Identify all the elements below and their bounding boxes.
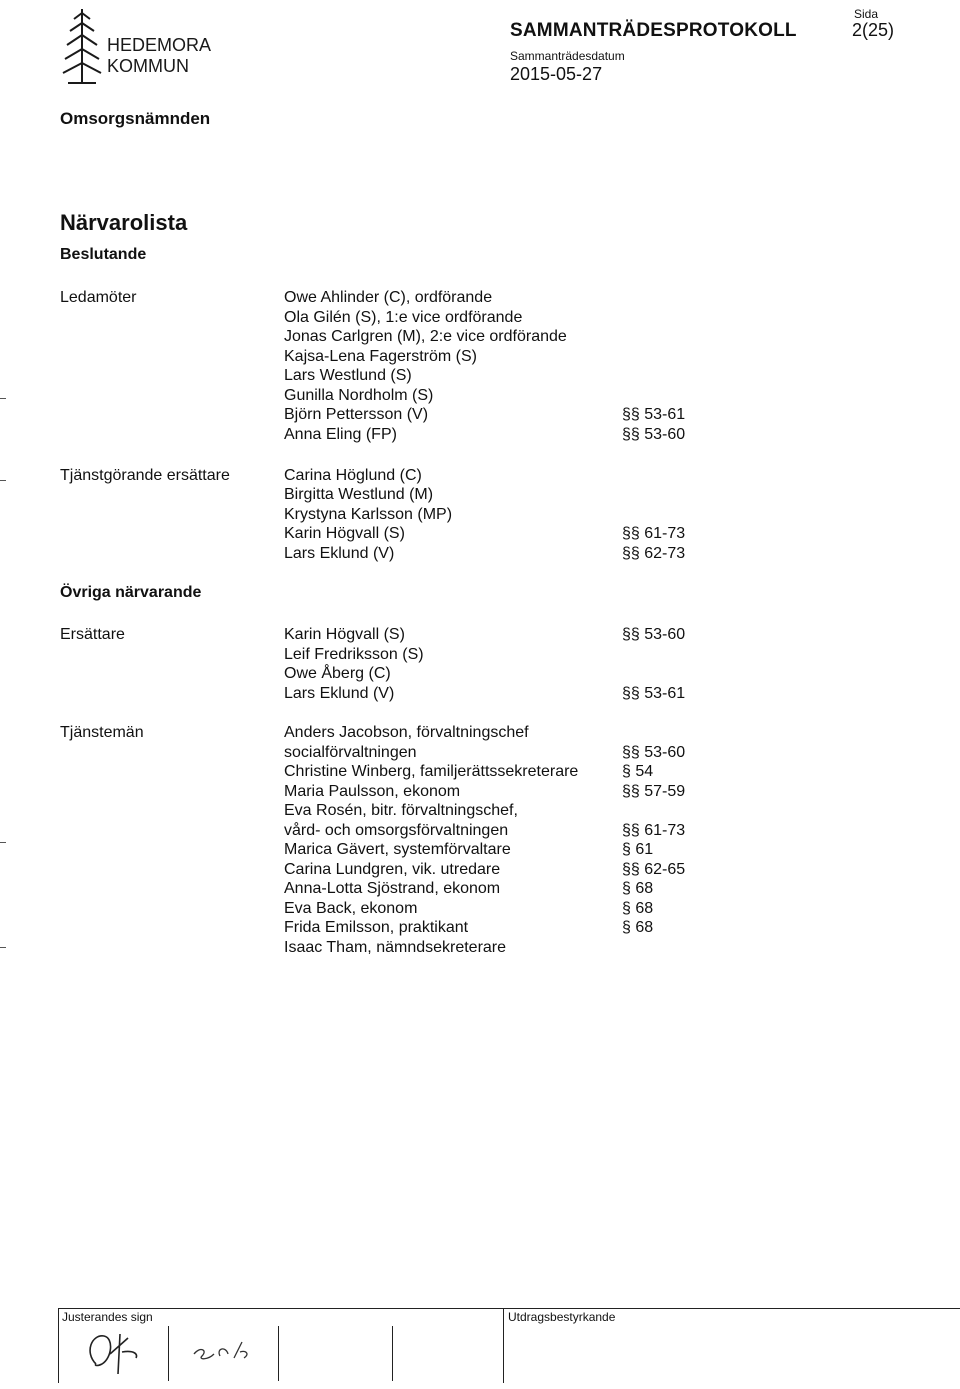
attendee-name: Björn Pettersson (V) — [284, 406, 429, 423]
paragraph-ref: § 61 — [622, 841, 654, 858]
attendee-name: Krystyna Karlsson (MP) — [284, 506, 453, 523]
attendee-name: Marica Gävert, systemförvaltare — [284, 841, 511, 858]
logo-wordmark — [107, 35, 211, 77]
paragraph-ref: §§ 62-73 — [622, 545, 686, 562]
attendee-name: Maria Paulsson, ekonom — [284, 783, 461, 800]
attendee-name: Isaac Tham, nämndsekreterare — [284, 939, 507, 956]
handwritten-initials — [190, 1332, 260, 1377]
attendance-heading: Närvarolista — [60, 210, 188, 235]
tree-logo-icon — [60, 5, 104, 87]
handwritten-signature — [78, 1324, 168, 1389]
paragraph-ref: §§ 53-60 — [622, 744, 686, 761]
attendee-name: Frida Emilsson, praktikant — [284, 919, 469, 936]
category-label: Tjänstemän — [60, 724, 144, 741]
attendee-name: Lars Eklund (V) — [284, 685, 395, 702]
category-label: Ledamöter — [60, 289, 137, 306]
paragraph-ref: §§ 61-73 — [622, 525, 686, 542]
committee-name: Omsorgsnämnden — [60, 109, 211, 128]
category-label: Tjänstgörande ersättare — [60, 467, 230, 484]
category-label: Ersättare — [60, 626, 125, 643]
margin-mark — [0, 398, 6, 399]
attendee-name: Anna Eling (FP) — [284, 426, 397, 443]
logo-line-2: KOMMUN — [107, 56, 189, 76]
attendee-name: Owe Ahlinder (C), ordförande — [284, 289, 493, 306]
attendee-name: Kajsa-Lena Fagerström (S) — [284, 348, 477, 365]
attendee-name: vård- och omsorgsförvaltningen — [284, 822, 509, 839]
paragraph-ref: § 54 — [622, 763, 654, 780]
footer-rule — [58, 1308, 960, 1309]
page-number: 2(25) — [852, 20, 895, 40]
footer-divider — [278, 1326, 279, 1381]
attendee-name: Eva Back, ekonom — [284, 900, 418, 917]
attendee-name: Karin Högvall (S) — [284, 525, 405, 542]
logo-line-1: HEDEMORA — [107, 35, 212, 55]
attendee-name: Jonas Carlgren (M), 2:e vice ordförande — [284, 328, 567, 345]
attendee-name: Karin Högvall (S) — [284, 626, 405, 643]
footer-divider — [503, 1308, 504, 1383]
attendee-name: Owe Åberg (C) — [284, 665, 391, 682]
attendee-name: Anna-Lotta Sjöstrand, ekonom — [284, 880, 501, 897]
attendee-name: Eva Rosén, bitr. förvaltningschef, — [284, 802, 518, 819]
attendee-name: Ola Gilén (S), 1:e vice ordförande — [284, 309, 523, 326]
margin-mark — [0, 842, 6, 843]
paragraph-ref: §§ 62-65 — [622, 861, 686, 878]
other-attendees-heading: Övriga närvarande — [60, 584, 202, 601]
attendee-name: Gunilla Nordholm (S) — [284, 387, 434, 404]
paragraph-ref: §§ 53-60 — [622, 626, 686, 643]
municipality-logo — [60, 5, 104, 87]
signature-label: Justerandes sign — [62, 1310, 153, 1324]
page-label: Sida — [854, 7, 879, 21]
paragraph-ref: § 68 — [622, 900, 654, 917]
paragraph-ref: § 68 — [622, 919, 654, 936]
extract-certification-label: Utdragsbestyrkande — [508, 1310, 616, 1324]
paragraph-ref: § 68 — [622, 880, 654, 897]
paragraph-ref: §§ 53-61 — [622, 406, 686, 423]
meeting-date-label: Sammanträdesdatum — [510, 49, 625, 63]
meeting-date-value: 2015-05-27 — [510, 64, 603, 84]
margin-mark — [0, 480, 6, 481]
attendee-name: socialförvaltningen — [284, 744, 417, 761]
paragraph-ref: §§ 53-60 — [622, 426, 686, 443]
footer-divider — [168, 1326, 169, 1381]
attendee-name: Lars Westlund (S) — [284, 367, 412, 384]
decision-makers-heading: Beslutande — [60, 246, 147, 263]
footer-divider — [392, 1326, 393, 1381]
attendee-name: Leif Fredriksson (S) — [284, 646, 424, 663]
paragraph-ref: §§ 53-61 — [622, 685, 686, 702]
paragraph-ref: §§ 57-59 — [622, 783, 686, 800]
margin-mark — [0, 947, 6, 948]
attendee-name: Carina Lundgren, vik. utredare — [284, 861, 501, 878]
attendee-name: Carina Höglund (C) — [284, 467, 422, 484]
attendee-name: Anders Jacobson, förvaltningschef — [284, 724, 529, 741]
attendee-name: Birgitta Westlund (M) — [284, 486, 434, 503]
paragraph-ref: §§ 61-73 — [622, 822, 686, 839]
document-title: SAMMANTRÄDESPROTOKOLL — [510, 20, 797, 41]
attendee-name: Christine Winberg, familjerättssekreterare — [284, 763, 579, 780]
attendee-name: Lars Eklund (V) — [284, 545, 395, 562]
footer-divider — [58, 1308, 59, 1383]
